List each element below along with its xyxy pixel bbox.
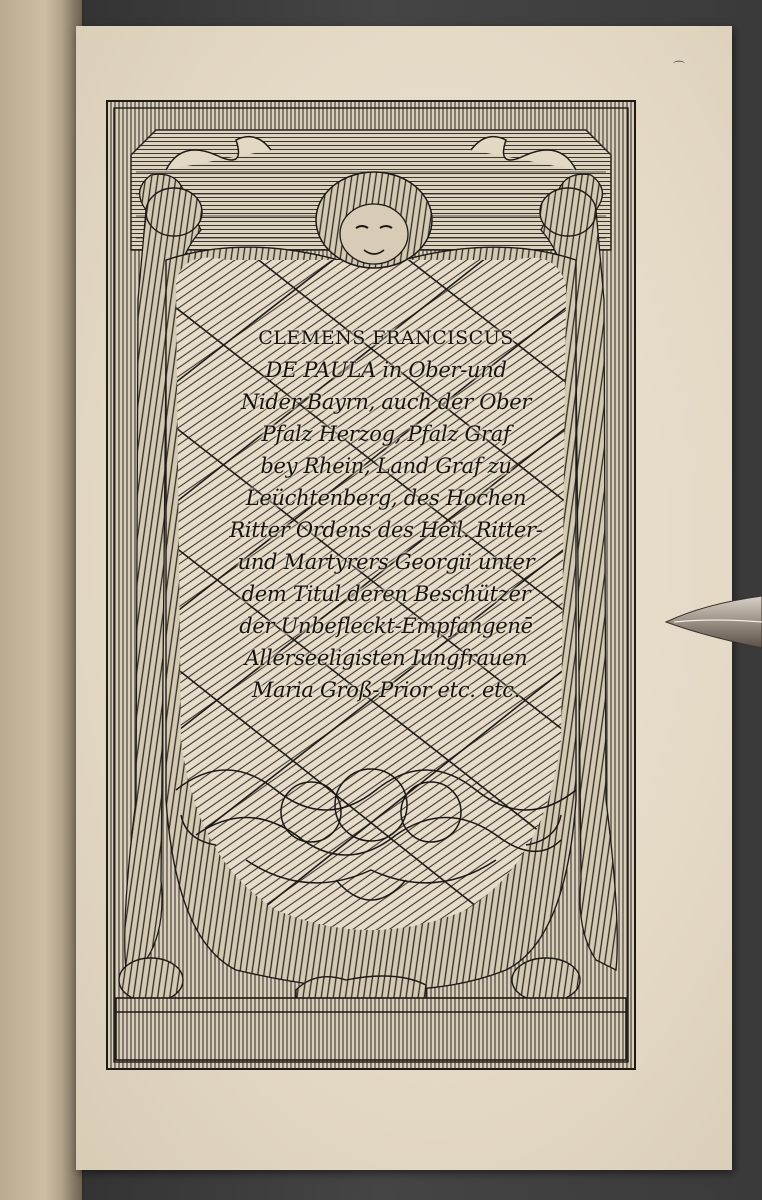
text-line: Maria Groß-Prior etc. etc. <box>251 678 521 702</box>
engraved-plate <box>106 100 636 1070</box>
text-line: Nider Bayrn, auch der Ober <box>240 390 532 414</box>
text-line: dem Titul deren Beschützer <box>241 582 531 606</box>
text-line: Allerseeligisten Iungfrauen <box>244 646 528 670</box>
dedication-text <box>186 322 586 706</box>
book-page <box>76 26 732 1170</box>
text-line: Ritter Ordens des Heil. Ritter- <box>229 518 543 542</box>
text-line: CLEMENS FRANCISCUS <box>258 327 514 349</box>
text-line: Pfalz Herzog, Pfalz Graf <box>261 422 511 446</box>
text-line: der Unbefleckt-Empfangenē <box>239 614 533 638</box>
text-line: Leüchtenberg, des Hochen <box>245 486 527 510</box>
metal-pointer <box>664 592 762 654</box>
text-line: bey Rhein, Land Graf zu <box>260 454 512 478</box>
page-corner-mark: ⌒ <box>673 60 686 74</box>
text-line: DE PAULA in Ober-und <box>265 358 507 382</box>
text-line: und Martyrers Georgii unter <box>237 550 535 574</box>
